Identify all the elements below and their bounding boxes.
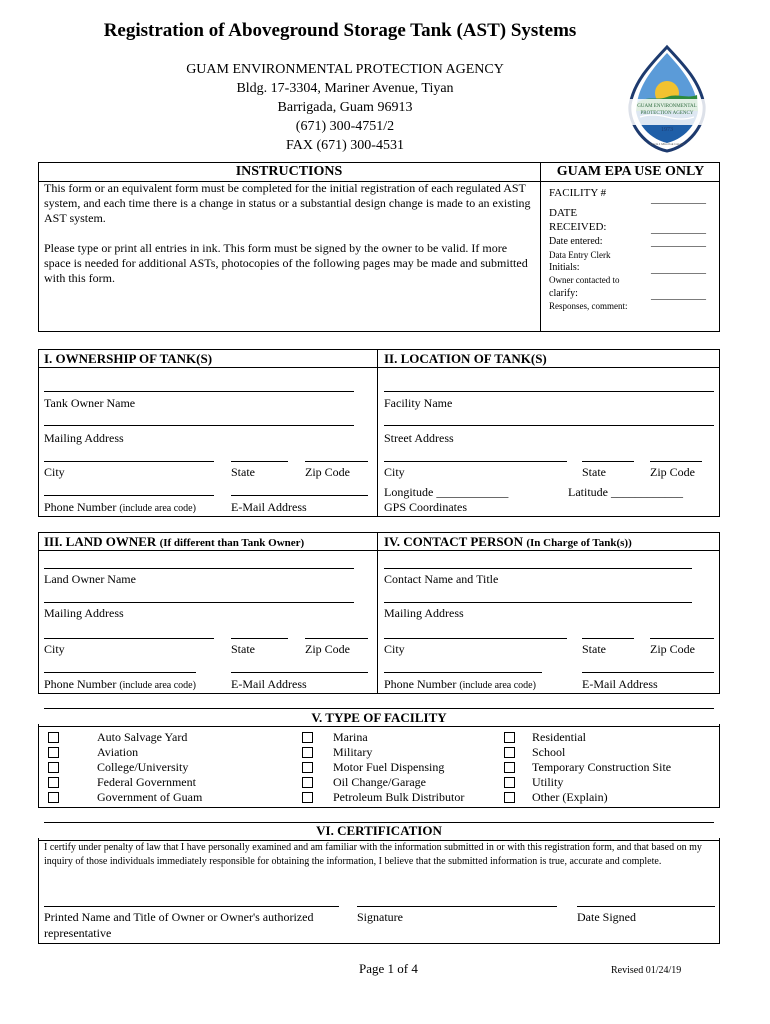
revision-date: Revised 01/24/19 (611, 965, 682, 976)
facility-number-blank[interactable]: __________ (651, 193, 706, 205)
page-number: Page 1 of 4 (359, 961, 418, 976)
contact-state-field[interactable] (582, 638, 634, 639)
date-entered-blank[interactable]: __________ (651, 236, 706, 248)
received-label: RECEIVED: (549, 221, 607, 233)
location-state-label: State (582, 465, 606, 479)
svg-text:Tutela I Mina'lak Lina'la': Tutela I Mina'lak Lina'la' (649, 142, 685, 146)
agency-address-line1: Bldg. 17-3304, Mariner Avenue, Tiyan (236, 81, 454, 96)
printed-name-label: Printed Name and Title of Owner or Owner's authorized (44, 910, 314, 924)
contact-name-label: Contact Name and Title (384, 572, 499, 586)
contact-person-header: IV. CONTACT PERSON (In Charge of Tank(s)) (384, 534, 632, 549)
tank-owner-name-field[interactable] (44, 391, 354, 392)
printed-name-label-line2: representative (44, 926, 112, 940)
contact-phone-label: Phone Number (include area code) (384, 677, 536, 691)
facility-type-checkbox[interactable] (302, 777, 313, 788)
agency-fax: FAX (671) 300-4531 (286, 138, 404, 153)
land-owner-phone-field[interactable] (44, 672, 196, 673)
land-owner-phone-label: Phone Number (include area code) (44, 677, 196, 691)
owner-phone-label: Phone Number (include area code) (44, 500, 196, 514)
facility-name-label: Facility Name (384, 396, 453, 410)
facility-number-label: FACILITY # (549, 187, 607, 199)
facility-type-checkbox[interactable] (48, 732, 59, 743)
date-received-label: DATE (549, 207, 578, 219)
facility-type-label: School (532, 745, 566, 759)
date-received-blank[interactable]: __________ (651, 223, 706, 235)
owner-contacted-label: Owner contacted to (549, 275, 620, 285)
facility-type-checkbox[interactable] (48, 747, 59, 758)
contact-state-label: State (582, 642, 606, 656)
initials-label: Initials: (549, 262, 580, 273)
land-owner-zip-field[interactable] (305, 638, 368, 639)
instructions-paragraph-1: This form or an equivalent form must be completed for the initial registration of each regulated AST system, and each time there is a change in status or a substantial design change is made to an existing AST system. (44, 181, 531, 225)
date-signed-label: Date Signed (577, 910, 636, 924)
owner-mailing-field[interactable] (44, 425, 354, 426)
facility-type-checkbox[interactable] (504, 762, 515, 773)
owner-state-label: State (231, 465, 255, 479)
facility-type-label: Residential (532, 730, 586, 744)
street-address-label: Street Address (384, 431, 454, 445)
facility-type-checkbox[interactable] (48, 762, 59, 773)
facility-type-label: Government of Guam (97, 790, 203, 804)
location-header: II. LOCATION OF TANK(S) (384, 351, 547, 366)
svg-text:1973: 1973 (661, 127, 673, 133)
facility-name-field[interactable] (384, 391, 714, 392)
clarify-blank[interactable]: __________ (651, 289, 706, 301)
ownership-header: I. OWNERSHIP OF TANK(S) (44, 351, 213, 366)
contact-zip-label: Zip Code (650, 642, 695, 656)
epa-use-header: GUAM EPA USE ONLY (556, 164, 705, 179)
land-owner-city-field[interactable] (44, 638, 214, 639)
tank-owner-name-label: Tank Owner Name (44, 396, 136, 410)
contact-name-field[interactable] (384, 568, 692, 569)
instructions-header: INSTRUCTIONS (235, 164, 343, 179)
data-entry-clerk-label: Data Entry Clerk (549, 250, 611, 260)
owner-phone-field[interactable] (44, 495, 214, 496)
facility-type-label: College/University (97, 760, 189, 774)
facility-type-label: Utility (532, 775, 564, 789)
land-owner-mailing-field[interactable] (44, 602, 354, 603)
instructions-paragraph-2: Please type or print all entries in ink. This form must be signed by the owner to be valid. If more space is needed for additional ASTs, photocopies of the following pages may be made and submitted with this form. (44, 241, 528, 285)
land-owner-name-field[interactable] (44, 568, 354, 569)
land-owner-state-label: State (231, 642, 255, 656)
facility-type-label: Marina (333, 730, 368, 744)
facility-type-checkbox[interactable] (302, 762, 313, 773)
contact-mailing-label: Mailing Address (384, 606, 464, 620)
facility-type-checkbox[interactable] (48, 777, 59, 788)
contact-mailing-field[interactable] (384, 602, 692, 603)
facility-type-checkbox[interactable] (504, 747, 515, 758)
facility-type-checkbox[interactable] (504, 732, 515, 743)
facility-type-checkbox[interactable] (48, 792, 59, 803)
signature-field[interactable] (357, 906, 557, 907)
facility-type-label: Aviation (97, 745, 139, 759)
facility-type-label: Oil Change/Garage (333, 775, 426, 789)
certification-header: VI. CERTIFICATION (316, 823, 442, 838)
date-signed-field[interactable] (577, 906, 715, 907)
location-state-field[interactable] (582, 461, 634, 462)
street-address-field[interactable] (384, 425, 714, 426)
facility-type-header: V. TYPE OF FACILITY (311, 710, 447, 725)
location-city-label: City (384, 465, 405, 479)
svg-text:PROTECTION AGENCY: PROTECTION AGENCY (640, 111, 694, 116)
land-owner-state-field[interactable] (231, 638, 288, 639)
signature-label: Signature (357, 910, 403, 924)
contact-city-label: City (384, 642, 405, 656)
agency-address-block (95, 60, 595, 155)
owner-city-field[interactable] (44, 461, 214, 462)
owner-zip-field[interactable] (305, 461, 368, 462)
owner-zip-label: Zip Code (305, 465, 350, 479)
location-zip-field[interactable] (650, 461, 702, 462)
contact-email-field[interactable] (582, 672, 714, 673)
certification-statement: I certify under penalty of law that I have personally examined and am familiar with the information submitted in or with this registration form, and that based on my inquiry of those individuals immediately responsible for obtaining the information, I believe that the submitted information is true, accurate and complete. (44, 842, 702, 867)
facility-type-label: Federal Government (97, 775, 196, 789)
printed-name-field[interactable] (44, 906, 339, 907)
facility-type-checkbox[interactable] (302, 792, 313, 803)
logo-agency-text: GUAM ENVIRONMENTAL (637, 104, 697, 109)
facility-type-label: Petroleum Bulk Distributor (333, 790, 465, 804)
location-zip-label: Zip Code (650, 465, 695, 479)
facility-type-label: Military (333, 745, 373, 759)
date-entered-label: Date entered: (549, 236, 603, 247)
land-owner-name-label: Land Owner Name (44, 572, 136, 586)
owner-state-field[interactable] (231, 461, 288, 462)
panel-divider (540, 162, 541, 332)
facility-type-label: Motor Fuel Dispensing (333, 760, 445, 774)
owner-city-label: City (44, 465, 65, 479)
location-city-field[interactable] (384, 461, 567, 462)
landowner-contact-section (38, 532, 720, 694)
facility-type-checkbox[interactable] (302, 747, 313, 758)
facility-type-label: Auto Salvage Yard (97, 730, 188, 744)
gps-coordinates-label: GPS Coordinates (384, 500, 468, 514)
longitude-field[interactable]: Longitude ____________ (384, 485, 509, 499)
contact-phone-field[interactable] (384, 672, 542, 673)
clarify-label: clarify: (549, 288, 578, 299)
facility-type-checkbox[interactable] (504, 792, 515, 803)
owner-email-label: E-Mail Address (231, 500, 307, 514)
guam-epa-seal-logo (622, 43, 712, 155)
land-owner-email-field[interactable] (231, 672, 368, 673)
responses-label: Responses, comment: (549, 301, 628, 311)
land-owner-mailing-label: Mailing Address (44, 606, 124, 620)
contact-city-field[interactable] (384, 638, 567, 639)
owner-mailing-label: Mailing Address (44, 431, 124, 445)
facility-type-checkbox[interactable] (302, 732, 313, 743)
latitude-field[interactable]: Latitude ____________ (568, 485, 683, 499)
initials-blank[interactable]: __________ (651, 263, 706, 275)
land-owner-city-label: City (44, 642, 65, 656)
contact-zip-field[interactable] (650, 638, 714, 639)
facility-type-label: Other (Explain) (532, 790, 608, 804)
land-owner-zip-label: Zip Code (305, 642, 350, 656)
facility-type-label: Temporary Construction Site (532, 760, 672, 774)
facility-type-checkbox[interactable] (504, 777, 515, 788)
agency-name: GUAM ENVIRONMENTAL PROTECTION AGENCY (186, 62, 504, 77)
form-title: Registration of Aboveground Storage Tank (AST) Systems (103, 20, 577, 41)
owner-email-field[interactable] (231, 495, 368, 496)
agency-address-line2: Barrigada, Guam 96913 (277, 100, 413, 115)
contact-email-label: E-Mail Address (582, 677, 658, 691)
land-owner-email-label: E-Mail Address (231, 677, 307, 691)
agency-phone: (671) 300-4751/2 (295, 119, 395, 134)
land-owner-header: III. LAND OWNER (If different than Tank Owner) (44, 534, 305, 549)
